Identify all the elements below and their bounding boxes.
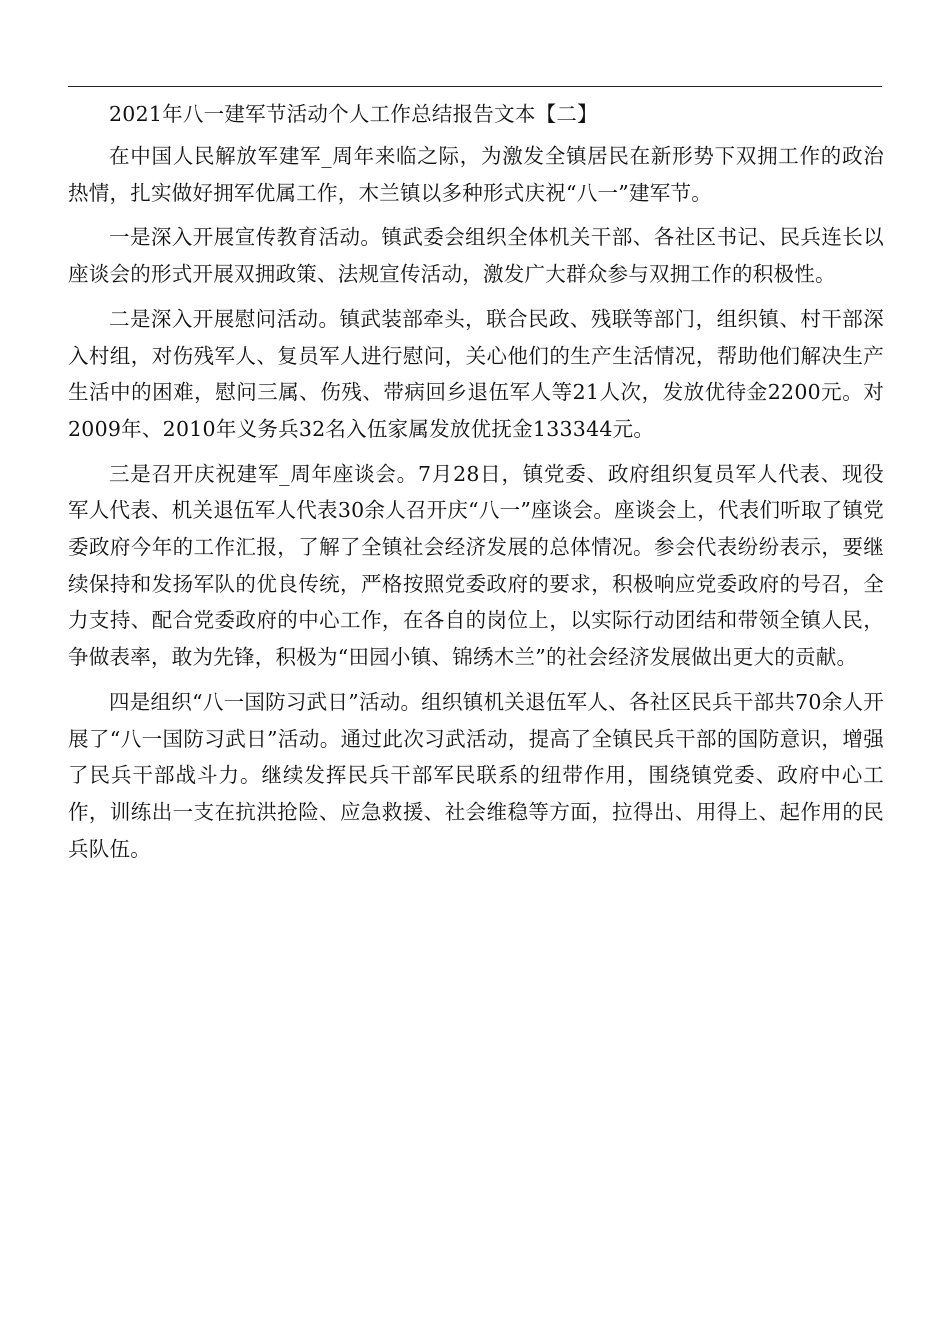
paragraph-training: 四是组织“八一国防习武日”活动。组织镇机关退伍军人、各社区民兵干部共70余人开展了“八一国防习武日”活动。通过此次习武活动，提高了全镇民兵干部的国防意识，增强了民兵干部战斗力。继续发挥民兵干部军民联系的纽带作用，围绕镇党委、政府中心工作，训练出一支在抗洪抢险、应急救援、社会维稳等方面，拉得出、用得上、起作用的民兵队伍。 [68,689,884,861]
paragraph-visits: 二是深入开展慰问活动。镇武装部牵头，联合民政、残联等部门，组织镇、村干部深入村组，对伤残军人、复员军人进行慰问，关心他们的生产生活情况，帮助他们解决生产生活中的困难，慰问三属、伤残、带病回乡退伍军人等21人次，发放优待金2200元。对2009年、2010年义务兵32名入伍家属发放优抚金133344元。 [68,306,884,441]
paragraph-publicity: 一是深入开展宣传教育活动。镇武委会组织全体机关干部、各社区书记、民兵连长以座谈会的形式开展双拥政策、法规宣传活动，激发广大群众参与双拥工作的积极性。 [68,225,884,287]
paragraph-intro: 在中国人民解放军建军_周年来临之际，为激发全镇居民在新形势下双拥工作的政治热情，扎实做好拥军优属工作，木兰镇以多种形式庆祝“八一”建军节。 [68,144,884,205]
document-body [68,96,884,875]
paragraph-symposium: 三是召开庆祝建军_周年座谈会。7月28日，镇党委、政府组织复员军人代表、现役军人代表、机关退伍军人代表30余人召开庆“八一”座谈会。座谈会上，代表们听取了镇党委政府今年的工作汇报，了解了全镇社会经济发展的总体情况。参会代表纷纷表示，要继续保持和发扬军队的优良传统，严格按照党委政府的要求，积极响应党委政府的号召，全力支持、配合党委政府的中心工作，在各自的岗位上，以实际行动团结和带领全镇人民，争做表率，敢为先锋，积极为“田园小镇、锦绣木兰”的社会经济发展做出更大的贡献。 [68,461,884,670]
header-rule [68,86,882,87]
document-title: 2021年八一建军节活动个人工作总结报告文本【二】 [109,102,598,126]
